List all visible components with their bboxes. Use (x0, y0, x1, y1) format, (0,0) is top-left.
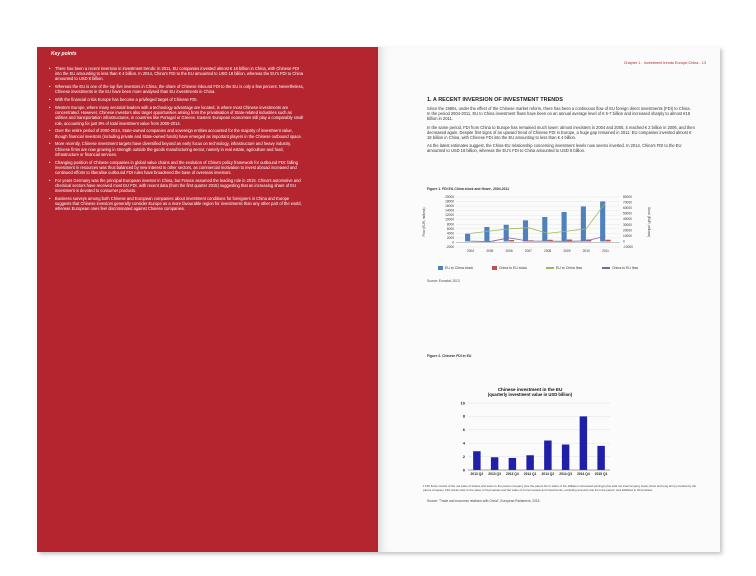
y-tick-label: 12000 (445, 213, 454, 218)
y2-tick-label: 50000 (623, 211, 632, 216)
y-tick-label: 0 (462, 467, 465, 473)
figure1-caption: Figure 1. FDI EU-China stock and flows¹, 2004-2011 (427, 187, 510, 191)
bar (509, 458, 516, 470)
bar-eu-to-china-stock (465, 234, 470, 242)
bar (526, 455, 533, 470)
y-tick-label: 6 (462, 427, 465, 433)
x-tick-label: 2008 (544, 249, 552, 253)
y-tick-label: 4 (462, 440, 465, 446)
key-point: • For years Germany was the principal European investor in China, but France assumed the leading role in 2015. China's automotive and chemical sectors have received most EU FDI, with recent data (from the first quarter 2015) suggesting that an increasing share of EU investment is devoted to consumer products. (49, 178, 304, 194)
bar-eu-to-china-stock (562, 212, 567, 241)
x-tick-label: 2004 (466, 249, 475, 253)
running-header: Chapter 1 - Investment trends Europe-China - 13 (623, 61, 706, 65)
bar-eu-to-china-stock (581, 206, 586, 241)
x-tick-label: 2005 (486, 249, 494, 253)
legend-swatch (546, 267, 554, 269)
paragraph: Since the 1980s, under the effect of the Chinese market reform, there has been a continuous flow of EU foreign direct investments (FDI) to China. In the period 2004-2011, EU to China investment flows have been on an annual average level of € 6-7 billion and increased sharply to almost €18 billion in 2011. (427, 106, 691, 122)
y2-tick-label: 10000 (623, 233, 632, 238)
chart1-legend (438, 266, 668, 272)
paragraph: As the latest estimates suggest, the China-EU relationship concerning investment levels now seems inverted. In 2014, China's FDI to the EU amounted to USD 18 billion, whereas the EU's FDI to China amounted to USD 8 billion. (427, 143, 682, 154)
legend-item (602, 266, 638, 270)
x-tick-label: 2013 Q2 (470, 472, 484, 476)
y-tick-label: 2 (462, 453, 465, 459)
y2-tick-label: 0 (623, 239, 625, 244)
bar (473, 451, 480, 470)
legend-item (546, 266, 582, 270)
key-point: • Changing position of Chinese companies in global value chains and the evolution of China's policy framework for outbound FDI: falling investment in resources was thus balanced by new interest in other sectors, as commercial motivation to invest abroad increased and continued efforts to liberalise outbound FDI rules have broadened the base of overseas investors. (49, 160, 304, 176)
paragraph: In the same period, FDI from China to Europe has remained much lower: almost inexistent in 2004 and 2005, it reached € 2 billion in 2006, and then decreased again. Despite first signs of an upward trend of Chinese FDI in Europe, a huge gap remained in 2011: EU companies invested almost € 18 billion in China, with Chinese FDI into the EU amounting to less than € 4 billion. (427, 124, 695, 141)
y2-tick-label: -10000 (623, 245, 633, 249)
y2-axis-title: Stock (EUR, millions) (647, 206, 651, 238)
x-tick-label: 2010 (582, 249, 590, 253)
x-tick-label: 2007 (524, 249, 532, 253)
y2-tick-label: 30000 (623, 222, 632, 227)
x-tick-label: 2015 Q1 (594, 472, 608, 476)
y2-tick-label: 20000 (623, 228, 632, 233)
figure1-source: Source: Eurostat, 2013 (427, 279, 460, 283)
figure2-source: Source: "Trade and economic relations with China", European Parliament, 2015. (427, 499, 541, 503)
key-points-list (49, 66, 304, 214)
x-tick-label: 2013 Q4 (506, 472, 519, 476)
x-tick-label: 2006 (505, 249, 513, 253)
legend-swatch (602, 267, 610, 269)
x-tick-label: 2014 Q4 (577, 472, 590, 476)
y-tick-label: 10 (460, 400, 465, 406)
y-tick-label: 20000 (445, 195, 454, 199)
chinese-fdi-eu-chart (440, 385, 620, 480)
legend-label: China to EU flow (612, 266, 639, 270)
legend-swatch (492, 266, 497, 270)
key-point: • Over the entire period of 2000-2014, State-owned companies and sovereign entities accounted for the majority of investment value, though financial investors (including private and State-owned funds) have emerged as important players in the Chinese outbound space. (49, 128, 304, 138)
y-tick-label: -2000 (445, 245, 454, 249)
x-tick-label: 2014 Q1 (523, 472, 537, 476)
key-point: • Western Europe, where many sectorial leaders with a technology advantage are located, is where most Chinese investments are concentrated. However, Chinese investors also target opportunities arising from the privatisation of State-related industries such as utilities and transportation infrastructures, in countries like Portugal or Greece. Eastern European economies still play a comparably small role, accounting for just 8% of total investment value from 2000-2014. (49, 105, 304, 126)
y-tick-label: 10000 (445, 217, 454, 222)
bar-china-to-eu-stock (509, 240, 514, 241)
legend-label: EU to China flow (556, 266, 583, 270)
y-tick-label: 2000 (446, 235, 454, 240)
footnote: 1 FDI flows consist of the net sales of shares and loans to the parent company plus the parent firm's share of the affiliate's reinvested earnings plus total net intercompany loans (short and long term) provided by the parent company. FDI stocks refer to the value of fixed assets and the value of current assets and investments, excluding amounts due from the parent, less liabilities to third parties. (423, 484, 697, 492)
x-tick-label: 2011 (602, 249, 609, 253)
y2-tick-label: 70000 (623, 200, 632, 205)
y-tick-label: 0 (452, 240, 454, 245)
bar (580, 416, 587, 470)
x-tick-label: 2009 (563, 249, 571, 253)
y2-tick-label: 60000 (623, 206, 632, 211)
y-tick-label: 8000 (446, 222, 454, 227)
key-point: • There has been a recent inversion in investment trends: in 2011, EU companies invested almost € 18 billion in China, with Chinese FDI into the EU amounting to less than € 4 billion. In 2014, China's FDI to the EU amounted to USD 18 billion, whereas the EU's FDI to China amounted to USD 8 billion. (49, 66, 304, 82)
bar-eu-to-china-stock (484, 227, 489, 241)
y-tick-label: 14000 (445, 208, 454, 213)
bar-eu-to-china-stock (600, 201, 605, 241)
x-tick-label: 2014 Q2 (541, 472, 555, 476)
x-tick-label: 2013 Q3 (488, 472, 501, 476)
bar (491, 457, 498, 470)
fdi-stock-flow-chart (420, 193, 652, 263)
bar-eu-to-china-stock (542, 217, 547, 241)
key-point: • Whereas the EU is one of the top five investors in China, the share of Chinese inbound FDI to the EU is only a few percent. Nevertheless, Chinese investments in the EU have been more analysed than EU investments in China. (49, 84, 304, 94)
bar-china-to-eu-stock (606, 240, 611, 242)
section-title: 1. A RECENT INVERSION OF INVESTMENT TRENDS (427, 97, 563, 103)
y2-tick-label: 40000 (623, 217, 632, 222)
chart2-subtitle: (quarterly investment value in USD billion) (487, 392, 573, 397)
bar (544, 441, 551, 470)
chart2-title: Chinese investment in the EU (497, 387, 563, 392)
key-point: • With the financial crisis Europe has become a privileged target of Chinese FDI. (49, 97, 304, 102)
legend-label: China to EU stock (499, 266, 528, 270)
y-tick-label: 16000 (445, 204, 454, 209)
legend-swatch (438, 266, 443, 270)
article-body (427, 97, 695, 157)
y-tick-label: 4000 (446, 231, 454, 236)
legend-label: EU to China stock (445, 266, 474, 270)
x-tick-label: 2014 Q3 (559, 472, 572, 476)
y-tick-label: 6000 (446, 226, 454, 231)
legend-item (492, 266, 527, 270)
figure2-caption: Figure 2. Chinese FDI in EU (427, 354, 472, 358)
y2-tick-label: 80000 (623, 195, 632, 199)
y-tick-label: 8 (462, 413, 465, 419)
bar (562, 445, 569, 470)
key-point: • Business surveys among both Chinese and European companies about investment conditions for foreigners in China and Europe suggests that Chinese investors generally consider Europe as a more favourable region for investments than any other part of the world, whereas European ones feel discriminated against Chinese companies. (49, 196, 304, 212)
legend-item (438, 266, 473, 270)
y-axis-title: Flow (EUR, millions) (422, 207, 426, 237)
key-point: • More recently, Chinese investment targets have diversified beyond an early focus on technology, infrastructure and heavy industry. Chinese firms are now growing in strength outside the goods manufacturing sector, namely in real estate, agriculture and food, infrastructure or financial services. (49, 141, 304, 157)
y-tick-label: 18000 (445, 199, 454, 204)
bar-eu-to-china-stock (523, 220, 528, 241)
key-points-title: Key points (51, 51, 77, 57)
bar (597, 446, 604, 470)
